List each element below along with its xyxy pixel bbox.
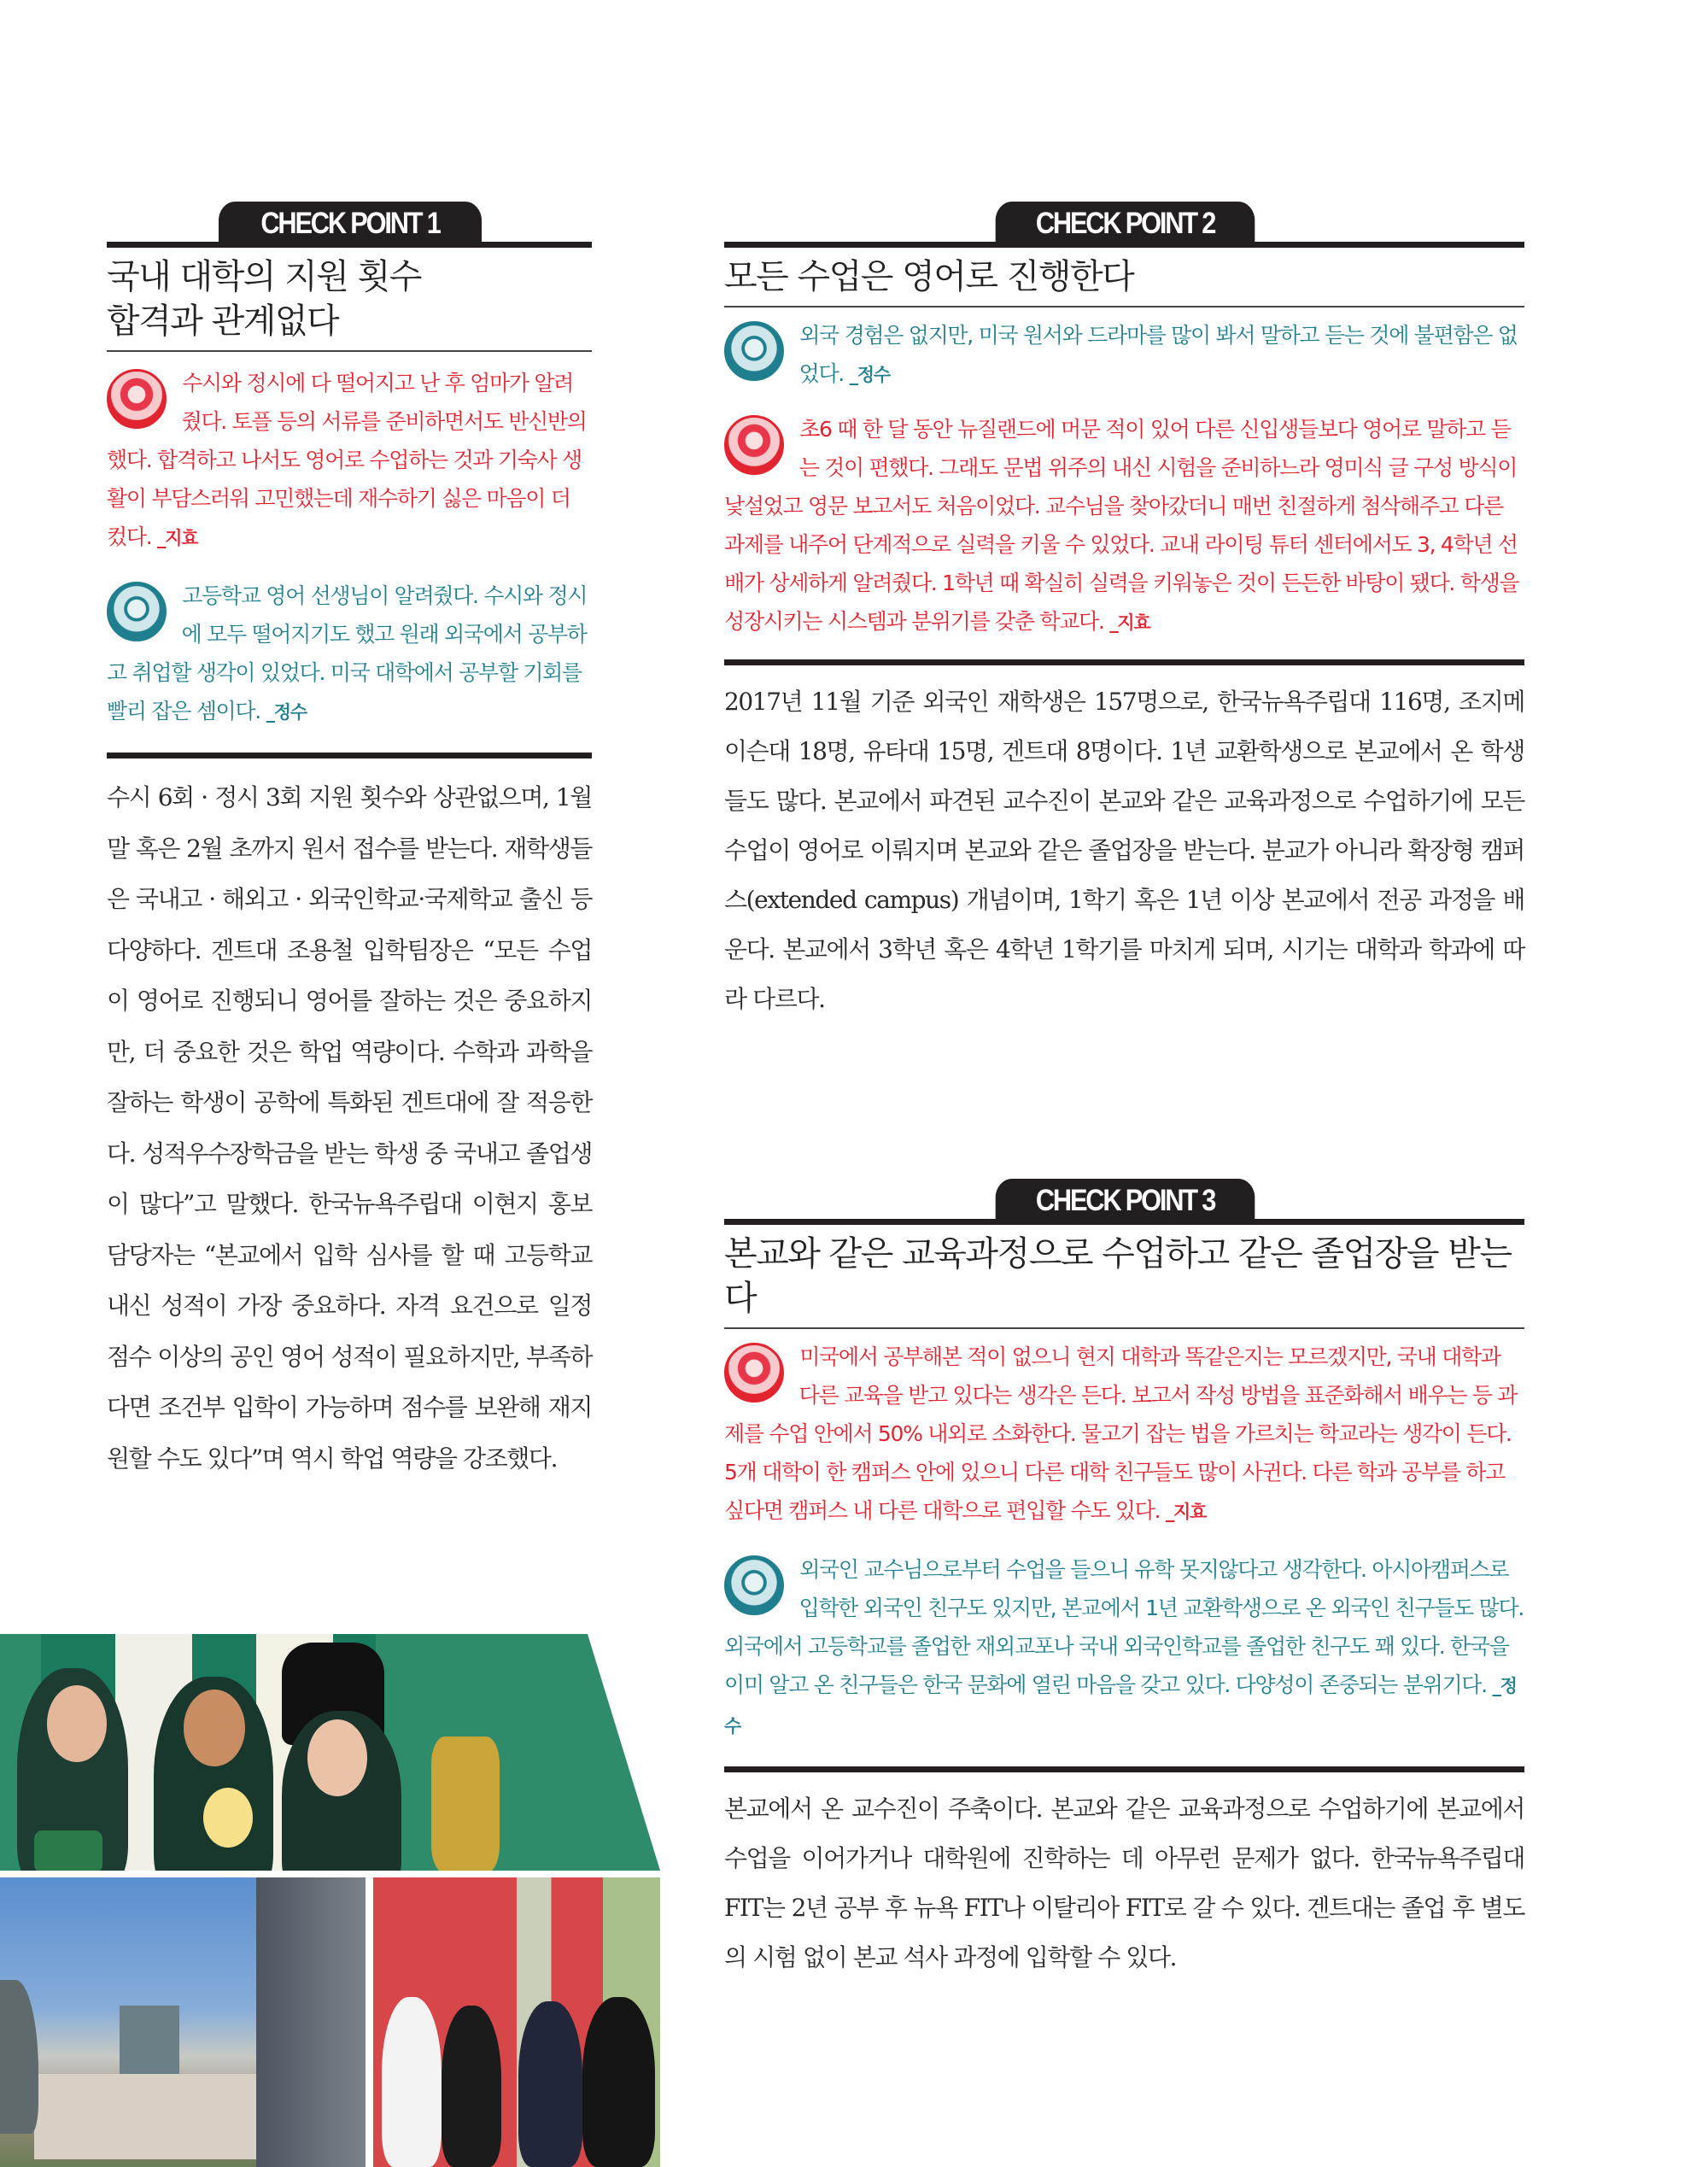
gmu-students-photo [0, 1634, 660, 1871]
student-female-avatar-icon [724, 415, 784, 475]
checkpoint-2-section [724, 202, 1524, 1024]
checkpoint-badge: CHECK POINT 3 [996, 1179, 1255, 1223]
quote-signature: _지효 [157, 528, 198, 548]
student-face [47, 1685, 107, 1762]
quote-signature: _정수 [724, 1676, 1517, 1737]
checkpoint-header [107, 202, 592, 248]
student-male-avatar-icon [724, 321, 784, 381]
student-quote [724, 1338, 1524, 1532]
welcome-sign [34, 1830, 102, 1871]
divider [724, 306, 1524, 307]
student-quote [724, 410, 1524, 642]
emoji-sign-icon [203, 1788, 253, 1848]
body-paragraph: 본교에서 온 교수진이 주축이다. 본교와 같은 교육과정으로 수업하기에 본교에서 수업을 이어가거나 대학원에 진학하는 데 아무런 문제가 없다. 한국뉴욕주립대 FIT는 2년 공부 후 뉴욕 FIT나 이탈리아 FIT로 갈 수 있다. 겐트대는 졸업 후 별도의 시험 없이 본교 석사 과정에 입학할 수 있다. [724, 1795, 1524, 1971]
header-rule [724, 1219, 1524, 1225]
title-line: 국내 대학의 지원 횟수 [107, 257, 421, 296]
checkpoint-header [724, 202, 1524, 248]
student-male-avatar-icon [724, 1555, 784, 1615]
quote-signature: _지효 [1165, 1502, 1207, 1522]
student-male-avatar-icon [107, 582, 167, 641]
quote-signature: _정수 [849, 365, 890, 385]
student-figure [518, 2001, 582, 2167]
quote-signature: _지효 [1109, 612, 1150, 633]
divider [724, 1327, 1524, 1329]
quote-text: 고등학교 영어 선생님이 알려줬다. 수시와 정시에 모두 떨어지기도 했고 원래 외국에서 공부하고 취업할 생각이 있었다. 미국 대학에서 공부할 기회를 빨리 잡은 셈이다. [107, 583, 588, 723]
dome-structure-icon [0, 1980, 38, 2134]
section-rule [724, 1766, 1524, 1772]
title-line: 합격과 관계없다 [107, 302, 339, 341]
student-face [184, 1690, 245, 1766]
student-figure [582, 1997, 655, 2167]
quote-text: 수시와 정시에 다 떨어지고 난 후 엄마가 알려줬다. 토플 등의 서류를 준비하면서도 반신반의했다. 합격하고 나서도 영어로 수업하는 것과 기숙사 생활이 부담스러워 고민했는데 재수하기 싫은 마음이 더 컸다. [107, 371, 587, 549]
quote-text: 미국에서 공부해본 적이 없으니 현지 대학과 똑같은지는 모르겠지만, 국내 대학과 다른 교육을 받고 있다는 생각은 든다. 보고서 작성 방법을 표준화해서 배우는 등 과제를 수업 안에서 50% 내외로 소화한다. 물고기 잡는 법을 가르치는 학교라는 생각이 든다. 5개 대학이 한 캠퍼스 안에 있으니 다른 대학 친구들도 많이 사귄다. 다른 학과 공부를 하고 싶다면 캠퍼스 내 다른 대학으로 편입할 수도 있다. [724, 1344, 1518, 1523]
tower-icon [120, 2006, 179, 2074]
section-title: 본교와 같은 교육과정으로 수업하고 같은 졸업장을 받는다 [724, 1234, 1512, 1318]
student-face [307, 1719, 367, 1796]
checkpoint-1-section [107, 202, 592, 1484]
checkpoint-badge: CHECK POINT 2 [996, 202, 1255, 246]
campus-buildings-photo [0, 1877, 366, 2167]
student-figure [382, 1997, 442, 2167]
student-figure [442, 2006, 501, 2167]
tinsel-decoration [431, 1737, 500, 1871]
students-red-wall-photo [373, 1877, 660, 2167]
divider [107, 350, 592, 352]
quote-text: 초6 때 한 달 동안 뉴질랜드에 머문 적이 있어 다른 신입생들보다 영어로 말하고 듣는 것이 편했다. 그래도 문법 위주의 내신 시험을 준비하느라 영미식 글 구성 방식이 낯설었고 영문 보고서도 처음이었다. 교수님을 찾아갔더니 매번 친절하게 첨삭해주고 다른 과제를 내주어 단계적으로 실력을 키울 수 있었다. 교내 라이팅 튜터 센터에서도 3, 4학년 선배가 상세하게 알려줬다. 1학년 때 확실히 실력을 키워놓은 것이 든든한 바탕이 됐다. 학생을 성장시키는 시스템과 분위기를 갖춘 학교다. [724, 417, 1519, 634]
section-rule [724, 659, 1524, 665]
checkpoint-badge: CHECK POINT 1 [219, 202, 482, 246]
section-title [107, 248, 592, 350]
student-quote [107, 577, 592, 732]
checkpoint-header [724, 1179, 1524, 1225]
building-icon [256, 1877, 366, 2167]
header-rule [107, 242, 592, 248]
student-female-avatar-icon [724, 1343, 784, 1403]
student-quote [724, 316, 1524, 395]
student-female-avatar-icon [107, 369, 167, 429]
quote-text: 외국인 교수님으로부터 수업을 들으니 유학 못지않다고 생각한다. 아시아캠퍼스로 입학한 외국인 친구도 있지만, 본교에서 1년 교환학생으로 온 외국인 친구들도 많다. 외국에서 고등학교를 졸업한 재외교포나 국내 외국인학교를 졸업한 친구도 꽤 있다. 한국을 이미 알고 온 친구들은 한국 문화에 열린 마음을 갖고 있다. 다양성이 존중되는 분위기다. [724, 1557, 1524, 1697]
section-rule [107, 753, 592, 758]
quote-signature: _정수 [266, 702, 307, 723]
body-paragraph: 2017년 11월 기준 외국인 재학생은 157명으로, 한국뉴욕주립대 116명, 조지메이슨대 18명, 유타대 15명, 겐트대 8명이다. 1년 교환학생으로 본교에서 온 학생들도 많다. 본교에서 파견된 교수진이 본교와 같은 교육과정으로 수업하기에 모든 수업이 영어로 이뤄지며 본교와 같은 졸업장을 받는다. 분교가 아니라 확장형 캠퍼스(extended campus) 개념이며, 1학기 혹은 1년 이상 본교에서 전공 과정을 배운다. 본교에서 3학년 혹은 4학년 1학기를 마치게 되며, 시기는 대학과 학과에 따라 다르다. [724, 688, 1524, 1013]
checkpoint-3-section [724, 1179, 1524, 1983]
building-icon [34, 2074, 273, 2159]
student-quote [107, 364, 592, 558]
quote-text: 외국 경험은 없지만, 미국 원서와 드라마를 많이 봐서 말하고 듣는 것에 불편함은 없었다. [798, 323, 1518, 386]
body-paragraph: 수시 6회 · 정시 3회 지원 횟수와 상관없으며, 1월 말 혹은 2월 초까지 원서 접수를 받는다. 재학생들은 국내고 · 해외고 · 외국인학교·국제학교 출신 등 다양하다. 겐트대 조용철 입학팀장은 “모든 수업이 영어로 진행되니 영어를 잘하는 것은 중요하지만, 더 중요한 것은 학업 역량이다. 수학과 과학을 잘하는 학생이 공학에 특화된 겐트대에 잘 적응한다. 성적우수장학금을 받는 학생 중 국내고 졸업생이 많다”고 말했다. 한국뉴욕주립대 이현지 홍보 담당자는 “본교에서 입학 심사를 할 때 고등학교 내신 성적이 가장 중요하다. 자격 요건으로 일정 점수 이상의 공인 영어 성적이 필요하지만, 부족하다면 조건부 입학이 가능하며 점수를 보완해 재지원할 수도 있다”며 역시 학업 역량을 강조했다. [107, 783, 592, 1473]
section-title: 모든 수업은 영어로 진행한다 [724, 257, 1134, 296]
header-rule [724, 242, 1524, 248]
student-quote [724, 1550, 1524, 1746]
